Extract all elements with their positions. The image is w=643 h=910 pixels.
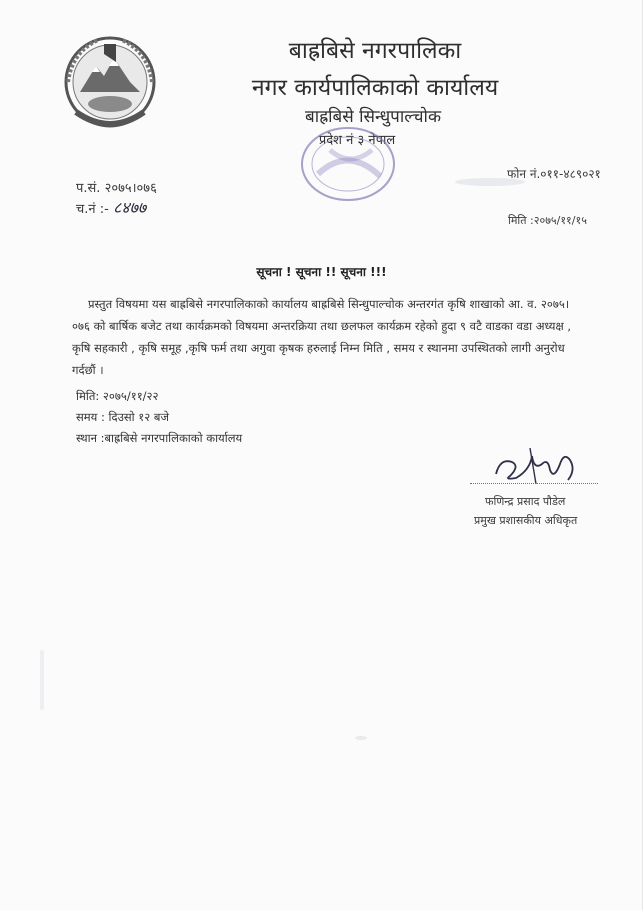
office-stamp-icon xyxy=(290,116,400,210)
scan-artifact xyxy=(40,650,44,710)
event-date: मिति: २०७५/११/२२ xyxy=(76,389,159,403)
phone-number: फोन नं.०११-४८९०२१ xyxy=(507,167,601,181)
event-place: स्थान :बाह्रबिसे नगरपालिकाको कार्यालय xyxy=(76,431,243,445)
issue-date: मिति :२०७५/११/१५ xyxy=(508,214,587,227)
ref-number xyxy=(76,178,157,196)
notice-body: प्रस्तुत विषयमा यस बाह्रबिसे नगरपालिकाको कार्यालय बाह्रबिसे सिन्धुपाल्चोक अन्तरगंत कृषि शाखाको आ. व. २०७५।०७६ को बार्षिक बजेट तथा कार्यक्रमको विषयमा अन्तरक्रिया तथा छलफल कार्यक्रम रहेको हुदा ९ वटै वाडका वडा अध्यक्ष , कृषि सहकारी , कृषि समूह ,कृषि फर्म तथा अगुवा कृषक हरुलाई निम्न मिति , समय र स्थानमा उपस्थितको लागी अनुरोध गर्दछौं । xyxy=(72,297,572,377)
event-time: समय : दिउसो १२ बजे xyxy=(76,410,170,424)
municipality-name: बाह्रबिसे नगरपालिका xyxy=(288,38,462,64)
signatory-name: फणिन्द्र प्रसाद पौडेल xyxy=(485,495,566,508)
scan-artifact xyxy=(355,736,367,740)
office-address: बाह्रबिसे सिन्धुपाल्चोक xyxy=(304,107,441,127)
ref-number-value: २०७५।०७६ xyxy=(104,181,157,196)
notice-title: सूचना ! सूचना !! सूचना !!! xyxy=(256,265,387,279)
nepal-emblem-icon xyxy=(58,32,162,132)
province-line: प्रदेश नं ३ नेपाल xyxy=(318,133,396,148)
dispatch-number-value: ८४७७ xyxy=(112,198,147,217)
signatory-title: प्रमुख प्रशासकीय अधिकृत xyxy=(474,514,578,527)
signature-line xyxy=(470,483,598,484)
dispatch-number xyxy=(76,196,146,218)
ref-number-label: प.सं. xyxy=(76,181,101,196)
dispatch-number-label: च.नं :- xyxy=(76,202,109,217)
office-name: नगर कार्यपालिकाको कार्यालय xyxy=(251,75,499,101)
signature-icon xyxy=(490,440,582,492)
